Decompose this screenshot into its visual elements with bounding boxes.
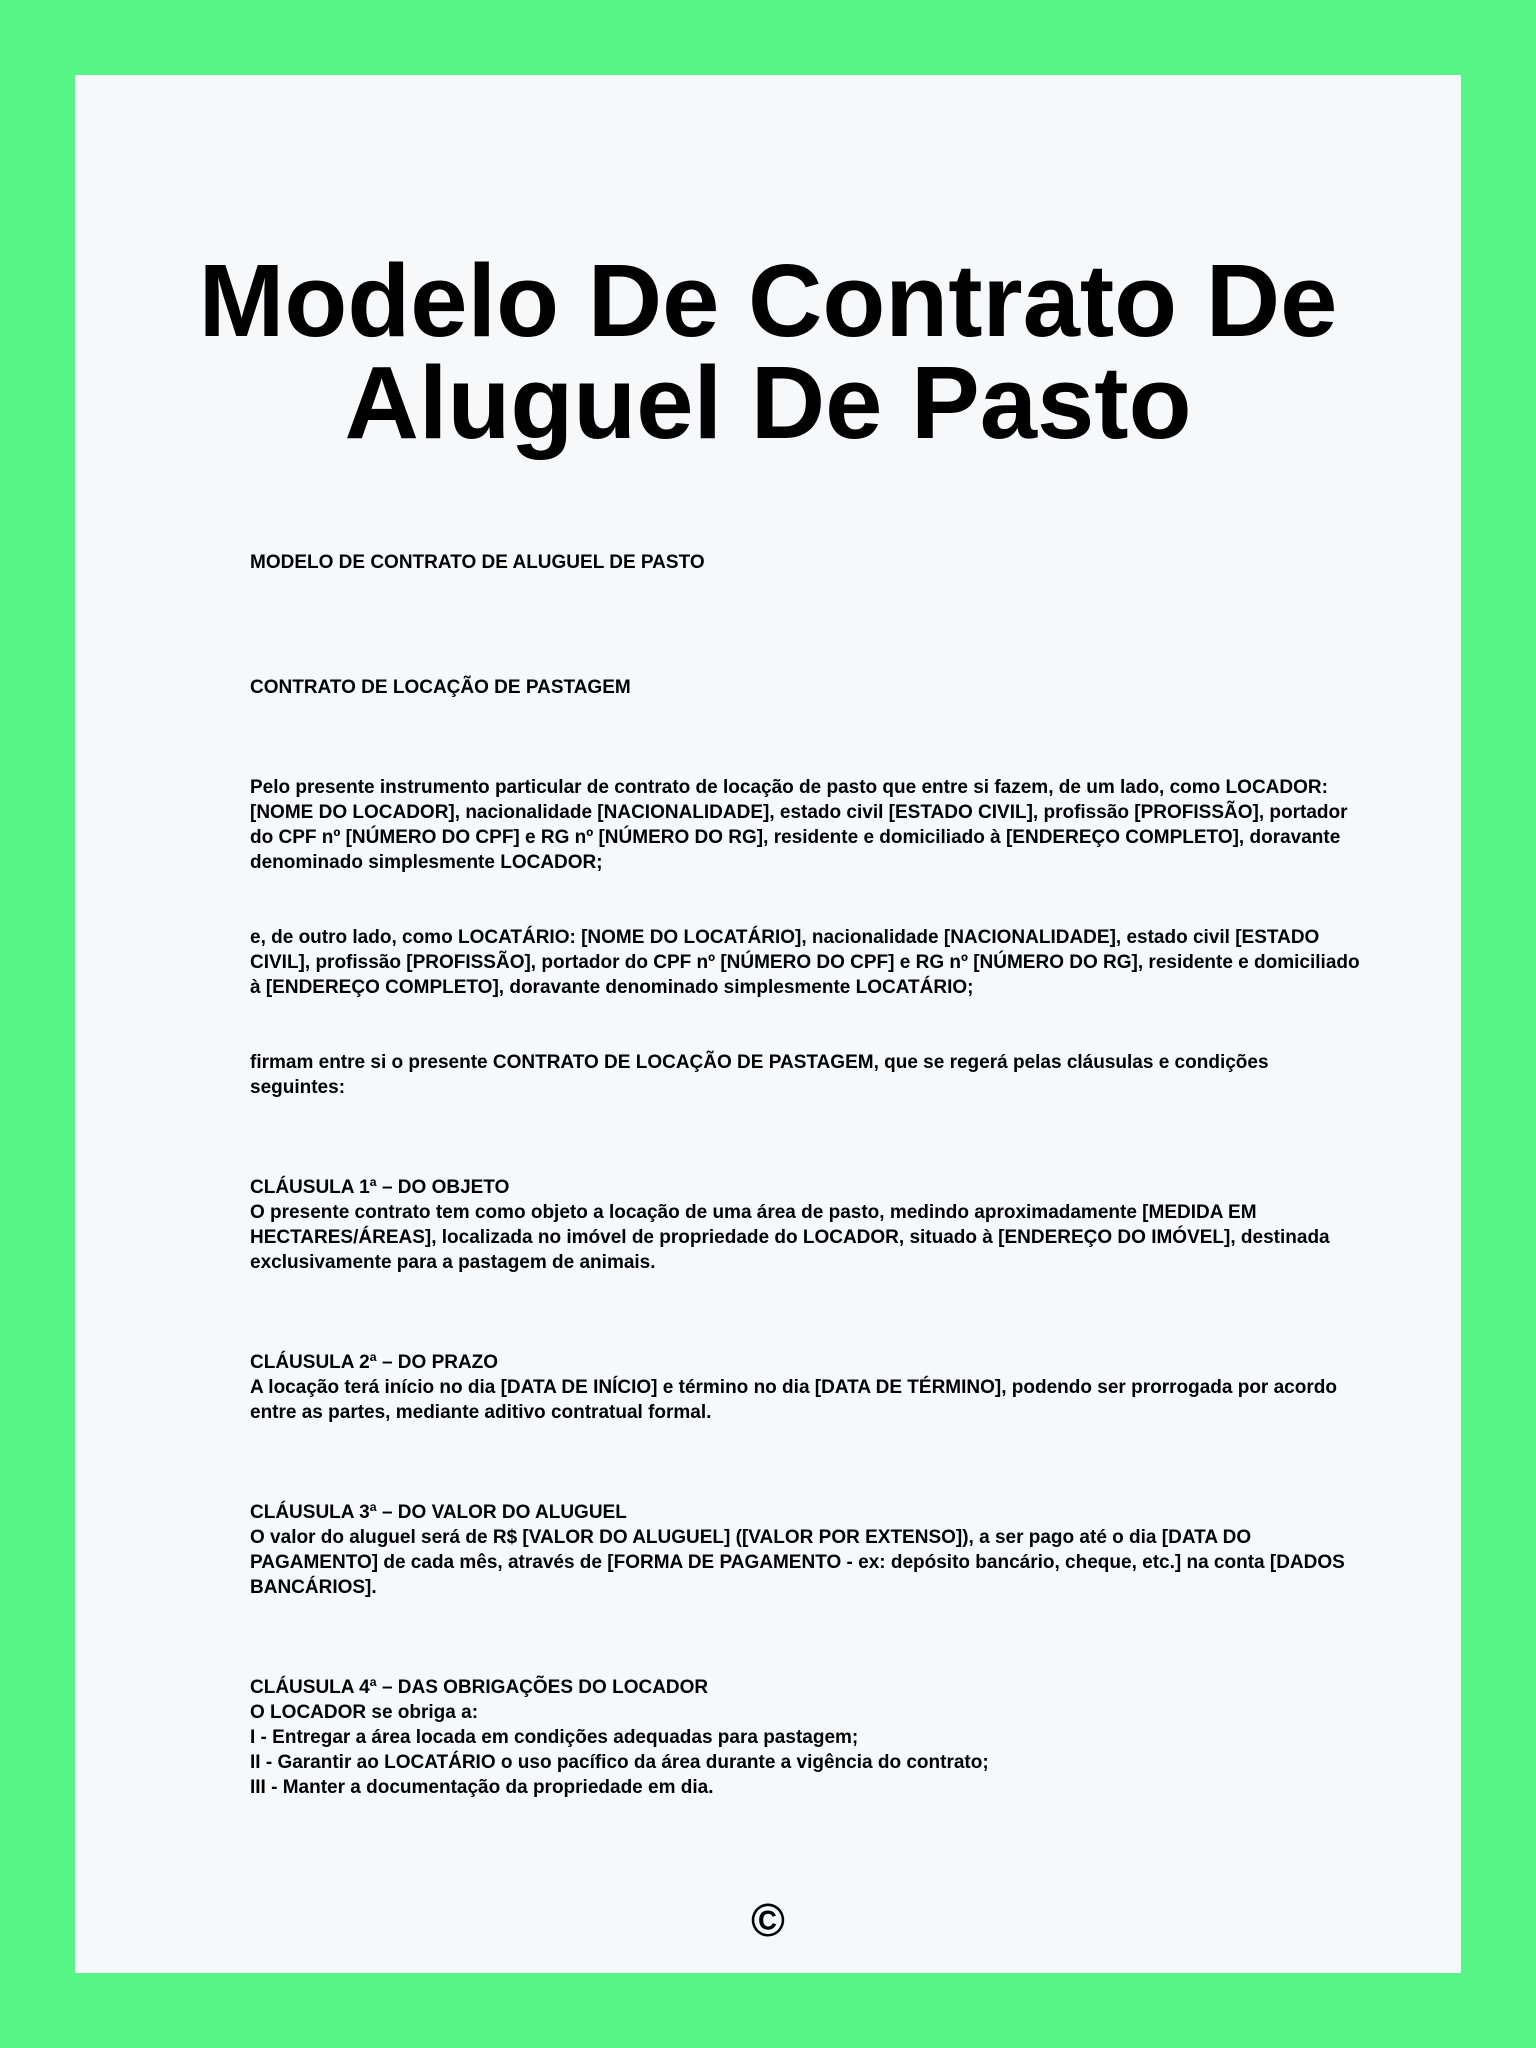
clause-title: CLÁUSULA 3ª – DO VALOR DO ALUGUEL	[250, 1502, 627, 1523]
clause-title: CLÁUSULA 2ª – DO PRAZO	[250, 1352, 499, 1373]
contract-heading: MODELO DE CONTRATO DE ALUGUEL DE PASTO	[250, 552, 705, 573]
locador-paragraph: Pelo presente instrumento particular de contrato de locação de pasto que entre si fazem, de um lado, como LOCADOR: [NOME DO LOCADOR], nacionalidade [NACIONALIDADE], estado civil [ESTADO CIVIL], profissão [PROFISSÃO], portador do CPF nº [NÚMERO DO CPF] e RG nº [NÚMERO DO RG], residente e domiciliado à [ENDEREÇO COMPLETO], doravante denominado simplesmente LOCADOR;	[250, 777, 1348, 873]
clause-2	[250, 1350, 1360, 1425]
title-line-2: Aluguel De Pasto	[344, 345, 1192, 460]
copyright-icon: ©	[751, 1894, 785, 1946]
clause-text: O presente contrato tem como objeto a locação de uma área de pasto, medindo aproximadamente [MEDIDA EM HECTARES/ÁREAS], localizada no imóvel de propriedade do LOCADOR, situado à [ENDEREÇO DO IMÓVEL], destinada exclusivamente para a pastagem de animais.	[250, 1202, 1330, 1273]
locatario-paragraph: e, de outro lado, como LOCATÁRIO: [NOME DO LOCATÁRIO], nacionalidade [NACIONALIDADE], estado civil [ESTADO CIVIL], profissão [PROFISSÃO], portador do CPF nº [NÚMERO DO CPF] e RG nº [NÚMERO DO RG], residente e domiciliado à [ENDEREÇO COMPLETO], doravante denominado simplesmente LOCATÁRIO;	[250, 927, 1360, 998]
clause-3	[250, 1500, 1360, 1600]
document-page	[75, 75, 1461, 1973]
clause-4	[250, 1675, 1360, 1800]
clause-item: I - Entregar a área locada em condições adequadas para pastagem;	[250, 1727, 859, 1748]
clause-text: A locação terá início no dia [DATA DE INÍCIO] e término no dia [DATA DE TÉRMINO], podendo ser prorrogada por acordo entre as partes, mediante aditivo contratual formal.	[250, 1377, 1337, 1423]
clause-title: CLÁUSULA 1ª – DO OBJETO	[250, 1177, 510, 1198]
contract-subheading: CONTRATO DE LOCAÇÃO DE PASTAGEM	[250, 677, 631, 698]
title-line-1: Modelo De Contrato De	[198, 243, 1338, 358]
clause-text: O valor do aluguel será de R$ [VALOR DO ALUGUEL] ([VALOR POR EXTENSO]), a ser pago até o dia [DATA DO PAGAMENTO] de cada mês, através de [FORMA DE PAGAMENTO - ex: depósito bancário, cheque, etc.] na conta [DADOS BANCÁRIOS].	[250, 1527, 1345, 1598]
clause-title: CLÁUSULA 4ª – DAS OBRIGAÇÕES DO LOCADOR	[250, 1677, 709, 1698]
document-title	[75, 243, 1461, 460]
agreement-paragraph: firmam entre si o presente CONTRATO DE LOCAÇÃO DE PASTAGEM, que se regerá pelas cláusulas e condições seguintes:	[250, 1052, 1269, 1098]
clause-1	[250, 1175, 1360, 1275]
clause-intro: O LOCADOR se obriga a:	[250, 1702, 479, 1723]
contract-body	[250, 550, 1360, 1800]
clause-item: III - Manter a documentação da propriedade em dia.	[250, 1777, 714, 1798]
clause-item: II - Garantir ao LOCATÁRIO o uso pacífico da área durante a vigência do contrato;	[250, 1752, 989, 1773]
